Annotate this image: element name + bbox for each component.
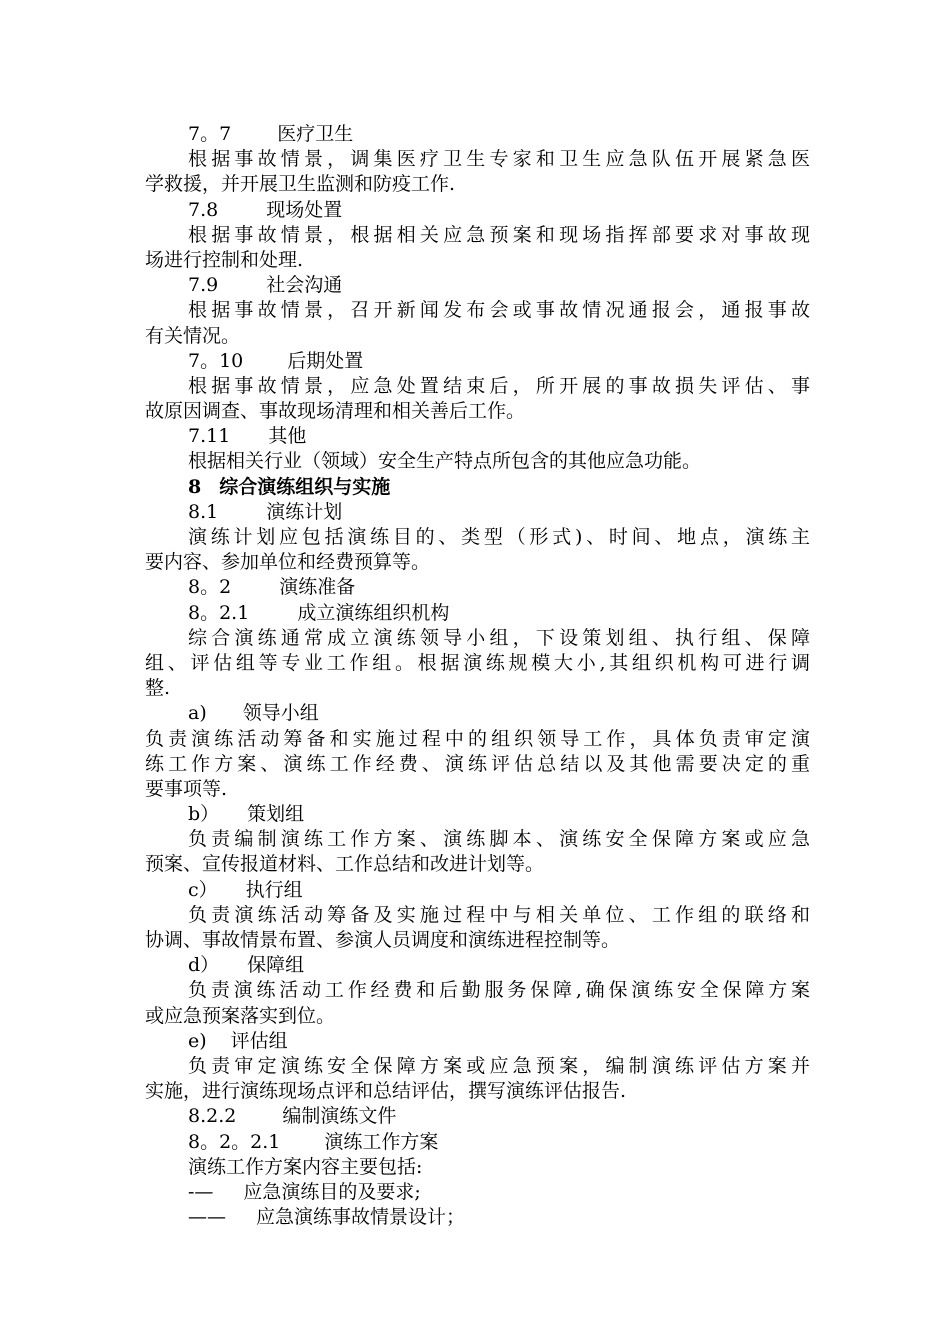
paragraph-line: 组、评估组等专业工作组。根据演练规模大小,其组织机构可进行调 xyxy=(145,651,810,674)
section-heading-8-2-2: 8.2.2 编制演练文件 xyxy=(188,1105,397,1128)
paragraph-line: 负责演练活动筹备及实施过程中与相关单位、工作组的联络和 xyxy=(188,903,810,926)
paragraph-line: 实施，进行演练现场点评和总结评估，撰写演练评估报告. xyxy=(145,1080,627,1103)
section-heading-7-7: 7。7 医疗卫生 xyxy=(188,123,354,145)
paragraph-line: 根据事故情景，应急处置结束后，所开展的事故损失评估、事 xyxy=(188,374,810,397)
paragraph-line: 负责演练活动工作经费和后勤服务保障,确保演练安全保障方案 xyxy=(188,979,810,1002)
paragraph-line: 负责编制演练工作方案、演练脚本、演练安全保障方案或应急 xyxy=(188,828,810,851)
list-item-dash: -— 应急演练目的及要求; xyxy=(188,1180,421,1203)
section-heading-7-10: 7。10 后期处置 xyxy=(188,349,364,372)
paragraph-line: 负责审定演练安全保障方案或应急预案，编制演练评估方案并 xyxy=(188,1054,810,1077)
list-heading-d: d） 保障组 xyxy=(188,954,305,977)
paragraph-line: 整. xyxy=(145,677,171,700)
list-heading-e: e) 评估组 xyxy=(188,1029,288,1052)
section-heading-7-11: 7.11 其他 xyxy=(188,425,307,448)
paragraph-line: 要内容、参加单位和经费预算等。 xyxy=(145,551,431,574)
paragraph-line: 演练工作方案内容主要包括: xyxy=(188,1155,423,1178)
list-item-dash: —— 应急演练事故情景设计； xyxy=(188,1206,466,1229)
list-heading-b: b） 策划组 xyxy=(188,803,305,826)
section-heading-7-9: 7.9 社会沟通 xyxy=(188,274,343,297)
section-heading-8-2-1: 8。2.1 成立演练组织机构 xyxy=(188,601,450,624)
section-heading-8-2-2-1: 8。2。2.1 演练工作方案 xyxy=(188,1130,439,1153)
list-heading-a: a) 领导小组 xyxy=(188,702,319,725)
section-heading-8-1: 8.1 演练计划 xyxy=(188,500,343,523)
paragraph-line: 负责演练活动筹备和实施过程中的组织领导工作，具体负责审定演 xyxy=(145,727,810,750)
paragraph-line: 要事项等. xyxy=(145,777,228,800)
paragraph-line: 根据相关行业（领域）安全生产特点所包含的其他应急功能。 xyxy=(188,450,702,473)
paragraph-line: 或应急预案落实到位。 xyxy=(145,1004,336,1027)
paragraph-line: 预案、宣传报道材料、工作总结和改进计划等。 xyxy=(145,853,545,876)
section-heading-8-2: 8。2 演练准备 xyxy=(188,576,356,599)
chapter-heading-8: 8 综合演练组织与实施 xyxy=(188,475,391,498)
paragraph-line: 场进行控制和处理. xyxy=(145,248,304,271)
paragraph-line: 练工作方案、演练工作经费、演练评估总结以及其他需要决定的重 xyxy=(145,752,810,775)
paragraph-line: 根据事故情景，根据相关应急预案和现场指挥部要求对事故现 xyxy=(188,223,810,246)
paragraph-line: 有关情况。 xyxy=(145,324,241,347)
paragraph-line: 根据事故情景，召开新闻发布会或事故情况通报会，通报事故 xyxy=(188,299,810,322)
section-heading-7-8: 7.8 现场处置 xyxy=(188,198,343,221)
paragraph-line: 故原因调查、事故现场清理和相关善后工作。 xyxy=(145,400,526,423)
document-body xyxy=(145,122,810,1230)
paragraph-line: 演练计划应包括演练目的、类型（形式)、时间、地点，演练主 xyxy=(188,526,810,548)
paragraph-line: 综合演练通常成立演练领导小组，下设策划组、执行组、保障 xyxy=(188,626,810,649)
paragraph-line: 学救援，并开展卫生监测和防疫工作. xyxy=(145,173,456,196)
paragraph-line: 根据事故情景，调集医疗卫生专家和卫生应急队伍开展紧急医 xyxy=(188,148,810,171)
list-heading-c: c） 执行组 xyxy=(188,878,303,901)
paragraph-line: 协调、事故情景布置、参演人员调度和演练进程控制等。 xyxy=(145,929,621,951)
